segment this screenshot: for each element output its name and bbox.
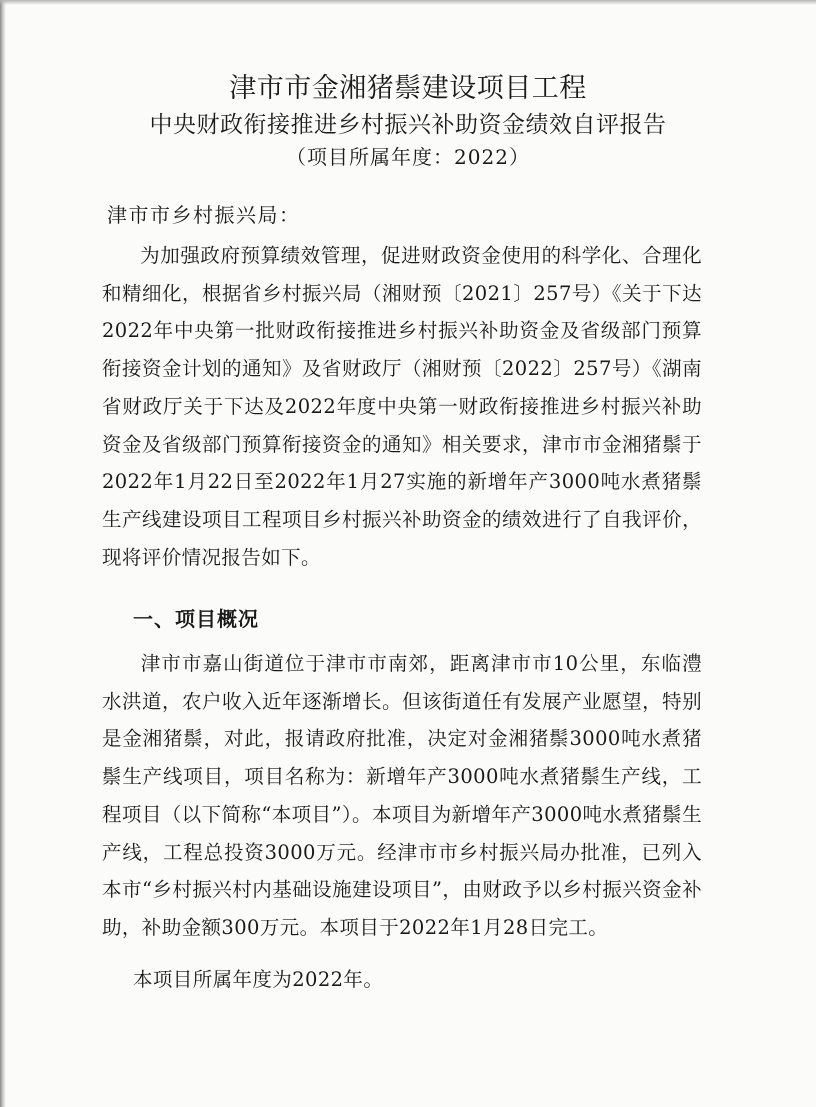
section-heading-overview: 一、项目概况 <box>133 607 259 631</box>
paragraph-overview <box>102 645 702 947</box>
paragraph-intro <box>102 237 702 576</box>
title-line-2: 中央财政衔接推进乡村振兴补助资金绩效自评报告 <box>149 112 667 138</box>
paragraph-year: 本项目所属年度为2022年。 <box>133 968 384 991</box>
title-line-1: 津市市金湘猪鬃建设项目工程 <box>229 73 587 104</box>
title-line-3: （项目所属年度：2022） <box>286 145 530 169</box>
salutation: 津市市乡村振兴局： <box>107 203 301 227</box>
paragraph-intro-text: 为加强政府预算绩效管理，促进财政资金使用的科学化、合理化和精细化，根据省乡村振兴局（湘财预〔2021〕257号）《关于下达2022年中央第一批财政衔接推进乡村振兴补助资金及省级部门预算衔接资金计划的通知》及省财政厅（湘财预〔2022〕257号）《湖南省财政厅关于下达及2022年度中央第一财政衔接推进乡村振兴补助资金及省级部门预算衔接资金的通知》相关要求，津市市金湘猪鬃于2022年1月22日至2022年1月27实施的新增年产3000吨水煮猪鬃生产线建设项目工程项目乡村振兴补助资金的绩效进行了自我评价，现将评价情况报告如下。 <box>102 244 702 569</box>
paragraph-overview-text: 津市市嘉山街道位于津市市南郊，距离津市市10公里，东临澧水洪道，农户收入近年逐渐增长。但该街道任有发展产业愿望，特别是金湘猪鬃，对此，报请政府批准，决定对金湘猪鬃3000吨水煮猪鬃生产线项目，项目名称为：新增年产3000吨水煮猪鬃生产线，工程项目（以下简称“本项目”）。本项目为新增年产3000吨水煮猪鬃生产线，工程总投资3000万元。经津市市乡村振兴局办批准，已列入本市“乡村振兴村内基础设施建设项目”，由财政予以乡村振兴资金补助，补助金额300万元。本项目于2022年1月28日完工。 <box>102 652 702 939</box>
scan-top-shadow <box>0 0 816 5</box>
title-block <box>0 70 816 172</box>
